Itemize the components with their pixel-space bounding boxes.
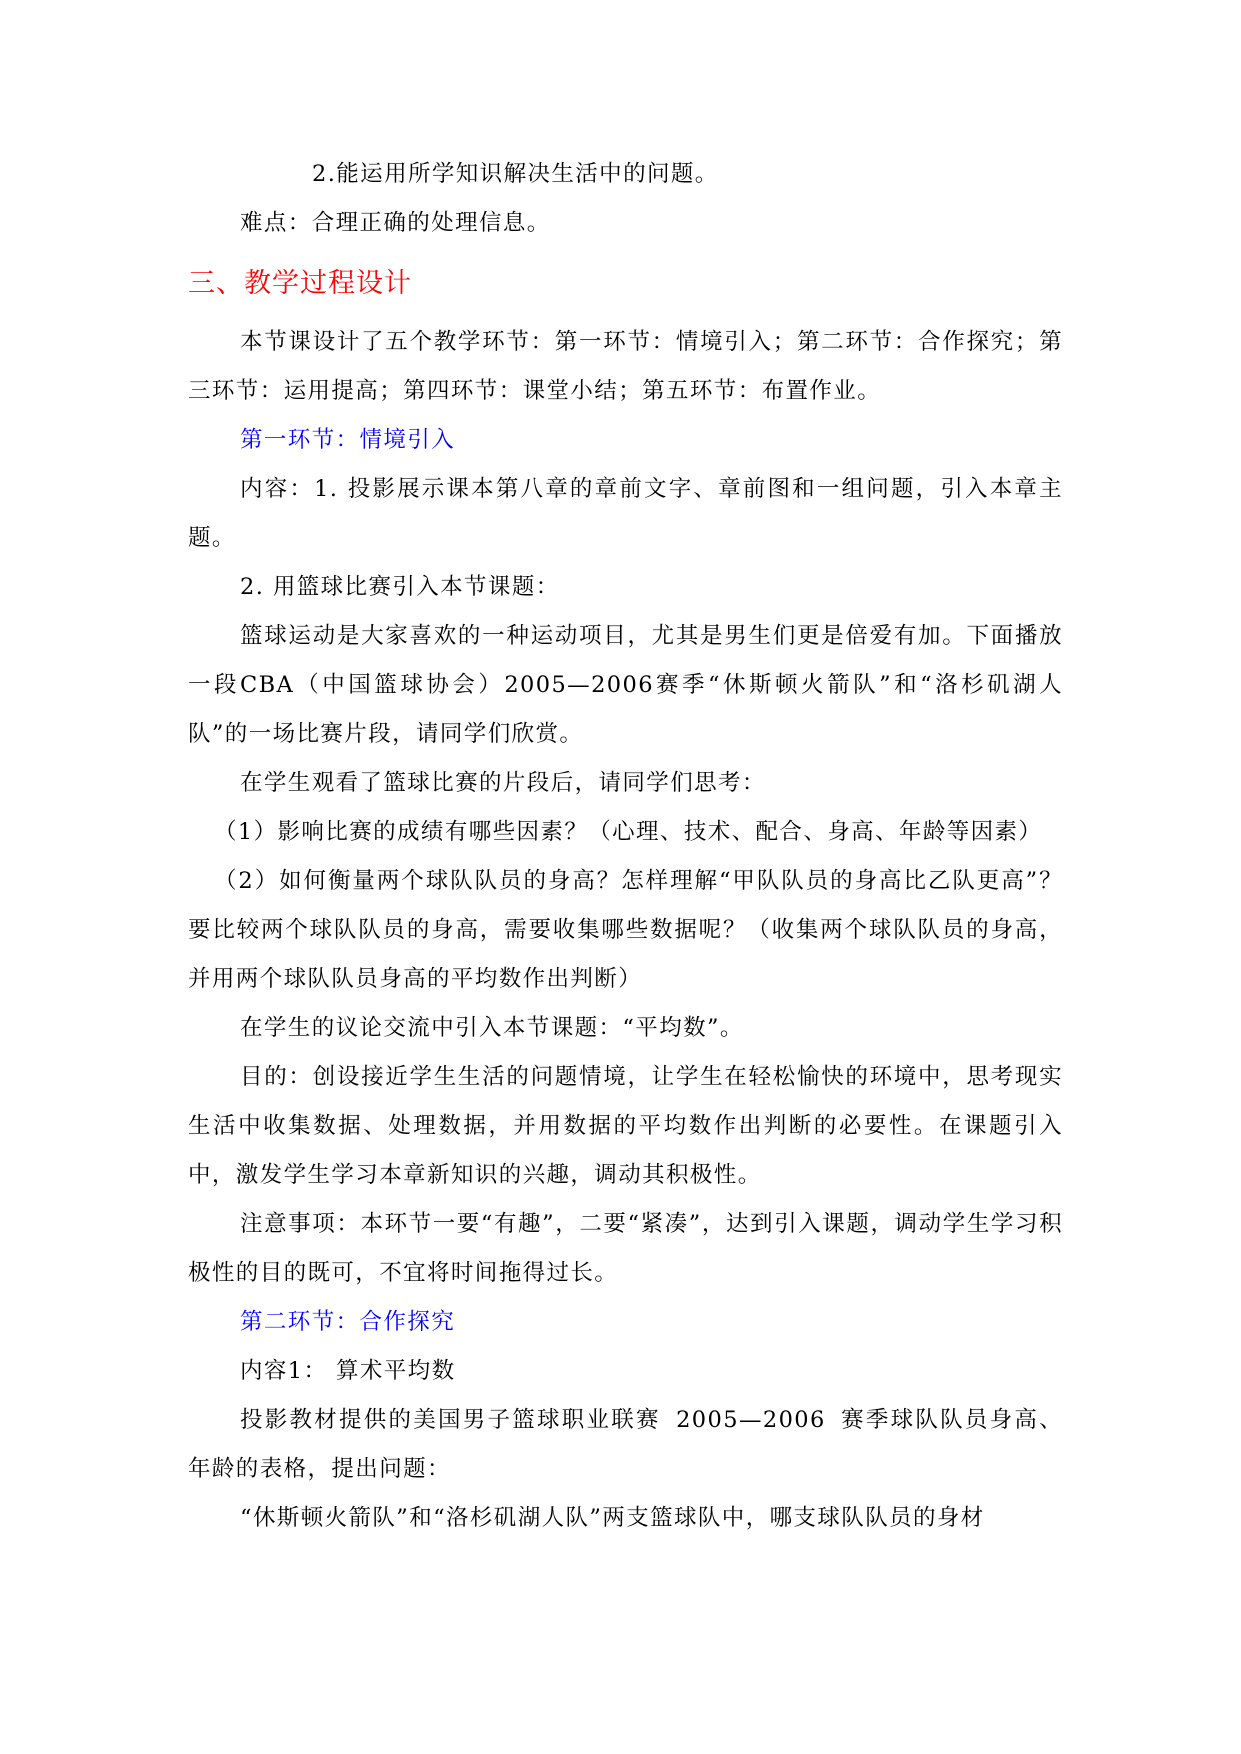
process-overview: 本节课设计了五个教学环节：第一环节：情境引入；第二环节：合作探究；第三环节：运用提高；第四环节：课堂小结；第五环节：布置作业。 [188, 329, 1063, 404]
purpose-paragraph: 目的：创设接近学生生活的问题情境，让学生在轻松愉快的环境中，思考现实生活中收集数据、处理数据，并用数据的平均数作出判断的必要性。在课题引入中，激发学生学习本章新知识的兴趣，调动其积极性。 [188, 1064, 1063, 1188]
document-page [188, 150, 1063, 1543]
stage-1-content-2: 2. 用篮球比赛引入本节课题： [240, 574, 560, 600]
think-prompt: 在学生观看了篮球比赛的片段后，请同学们思考： [240, 770, 766, 796]
stage-1-content-1: 内容：1. 投影展示课本第八章的章前文字、章前图和一组问题，引入本章主题。 [188, 476, 1063, 551]
content-1-arithmetic-mean: 内容1： 算术平均数 [240, 1358, 456, 1384]
teams-question: “休斯顿火箭队”和“洛杉矶湖人队”两支篮球队中，哪支球队队员的身材 [240, 1505, 985, 1531]
notes-paragraph: 注意事项：本环节一要“有趣”，二要“紧凑”，达到引入课题，调动学生学习积极性的目的既可，不宜将时间拖得过长。 [188, 1211, 1063, 1286]
section-heading-teaching-process: 三、教学过程设计 [188, 268, 412, 299]
subheading-stage-1: 第一环节：情境引入 [240, 427, 456, 453]
question-2: （2）如何衡量两个球队队员的身高？怎样理解“甲队队员的身高比乙队更高”？ 要比较两个球队队员的身高，需要收集哪些数据呢？（收集两个球队队员的身高，并用两个球队队员身高的平均数作出判断） [188, 868, 1063, 992]
basketball-intro: 篮球运动是大家喜欢的一种运动项目，尤其是男生们更是倍爱有加。下面播放一段CBA（中国篮球协会）2005—2006赛季“休斯顿火箭队”和“洛杉矶湖人队”的一场比赛片段，请同学们欣赏。 [188, 623, 1063, 747]
objective-item-2: 2.能运用所学知识解决生活中的问题。 [312, 161, 719, 187]
topic-introduction: 在学生的议论交流中引入本节课题：“平均数”。 [240, 1015, 744, 1041]
difficulty-point: 难点：合理正确的处理信息。 [240, 210, 551, 236]
subheading-stage-2: 第二环节：合作探究 [240, 1309, 456, 1335]
table-projection-paragraph: 投影教材提供的美国男子篮球职业联赛 2005—2006 赛季球队队员身高、年龄的表格，提出问题： [188, 1407, 1063, 1482]
question-1: （1）影响比赛的成绩有哪些因素？（心理、技术、配合、身高、年龄等因素） [214, 819, 1043, 845]
